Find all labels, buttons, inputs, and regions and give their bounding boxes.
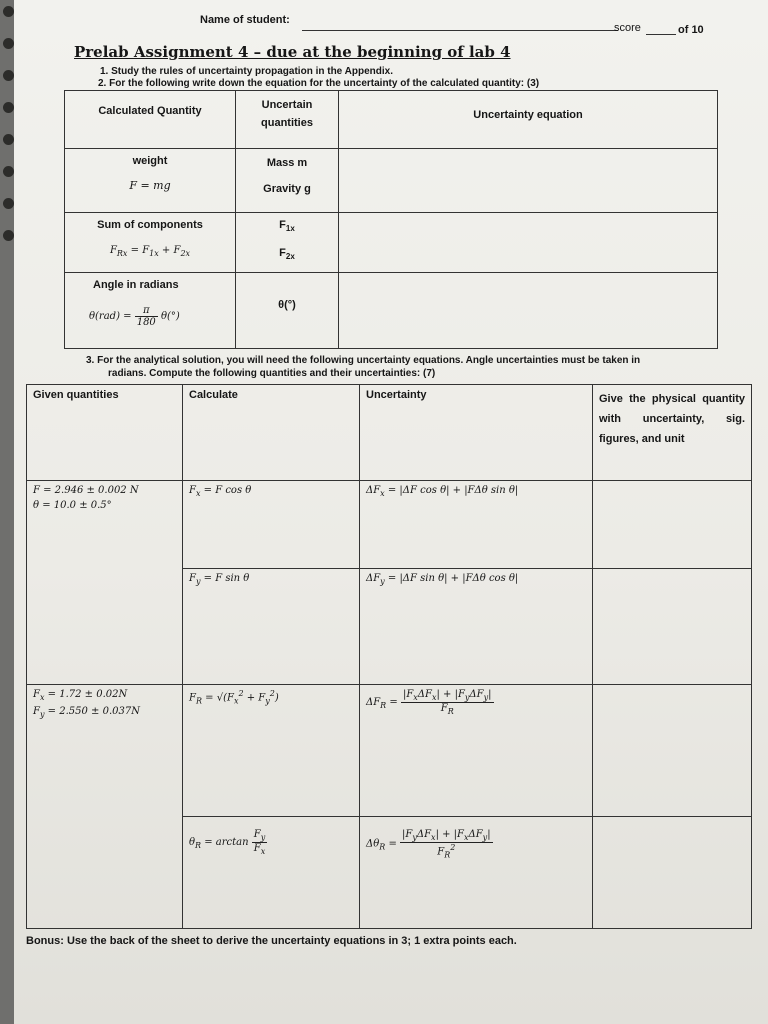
calc-fx: $F_x = F$ cos θ <box>183 481 360 569</box>
row-angle-equation-blank[interactable] <box>339 273 718 349</box>
calc-theta-r: $\theta_R = \arctan$ $\frac{F_y}{F_x}$ <box>183 817 360 929</box>
answer-fy-blank[interactable] <box>593 569 752 685</box>
student-name-label: Name of student: <box>200 14 290 26</box>
header-uncertainty-equation: Uncertainty equation <box>339 91 718 149</box>
header-given-quantities: Given quantities <box>27 385 183 481</box>
header-uncertain-quantities: Uncertain quantities <box>236 91 339 149</box>
instruction-3-line1: 3. For the analytical solution, you will need the following uncertainty equations. Angle uncertainties must be taken in <box>86 355 641 366</box>
header-uncertainty: Uncertainty <box>360 385 593 481</box>
score-blank <box>646 34 676 35</box>
score-of-label: of 10 <box>678 24 704 36</box>
header-give-physical-quantity: Give the physical quantity with uncertainty, sig. figures, and unit <box>593 385 752 481</box>
calc-fr: $F_R = √(F_x^2 + F_y^2)$ <box>183 685 360 817</box>
bonus-note: Bonus: Use the back of the sheet to derive the uncertainty equations in 3; 1 extra points each. <box>26 935 517 947</box>
instruction-1: 1. Study the rules of uncertainty propagation in the Appendix. <box>100 66 393 77</box>
uncertainty-equation-table <box>64 90 718 349</box>
given-force-angle: F = 2.946 ± 0.002 N θ = 10.0 ± 0.5° <box>27 481 183 685</box>
calc-fy: $F_y = F$ sin θ <box>183 569 360 685</box>
row-sum-quantity: Sum of components $F_{Rx} = F_{1x} + F_{2x}$ <box>65 213 236 273</box>
answer-fx-blank[interactable] <box>593 481 752 569</box>
uncertainty-fy: $\Delta F_y = |\Delta F$ sin θ| + |FΔθ cos θ| <box>360 569 593 685</box>
uncertainty-fx: $\Delta F_x = |\Delta F$ cos θ| + |FΔθ sin θ| <box>360 481 593 569</box>
uncertainty-theta-r: $\Delta\theta_R$ = $\frac{|F_y\Delta F_x| + |F_x\Delta F_y|}{F_R^2}$ <box>360 817 593 929</box>
row-weight-quantity: weight F = mg <box>65 149 236 213</box>
binder-holes <box>0 0 14 1024</box>
student-name-blank <box>302 30 618 31</box>
score-label: score <box>614 22 641 34</box>
analytical-solution-table <box>26 384 752 929</box>
row-weight-uncertain: Mass m Gravity g <box>236 149 339 213</box>
instruction-2: 2. For the following write down the equation for the uncertainty of the calculated quantity: (3) <box>98 78 540 89</box>
header-calculate: Calculate <box>183 385 360 481</box>
row-sum-equation-blank[interactable] <box>339 213 718 273</box>
uncertainty-fr: $\Delta F_R$ = $\frac{|F_x\Delta F_x| + |F_y\Delta F_y|}{F_R}$ <box>360 685 593 817</box>
instruction-3-line2: radians. Compute the following quantities and their uncertainties: (7) <box>108 368 436 379</box>
assignment-title: Prelab Assignment 4 – due at the beginning of lab 4 <box>74 43 511 61</box>
header-calculated-quantity: Calculated Quantity <box>65 91 236 149</box>
answer-theta-r-blank[interactable] <box>593 817 752 929</box>
row-weight-equation-blank[interactable] <box>339 149 718 213</box>
answer-fr-blank[interactable] <box>593 685 752 817</box>
row-angle-uncertain: θ(°) <box>236 273 339 349</box>
row-angle-quantity: Angle in radians θ(rad) = $\frac{\pi}{180}$ θ(°) <box>65 273 236 349</box>
given-components: $F_x = 1.72 \pm 0.02N$ $F_y = 2.550 \pm 0.037N$ <box>27 685 183 929</box>
row-sum-uncertain: $F_{1x}$ $F_{2x}$ <box>236 213 339 273</box>
